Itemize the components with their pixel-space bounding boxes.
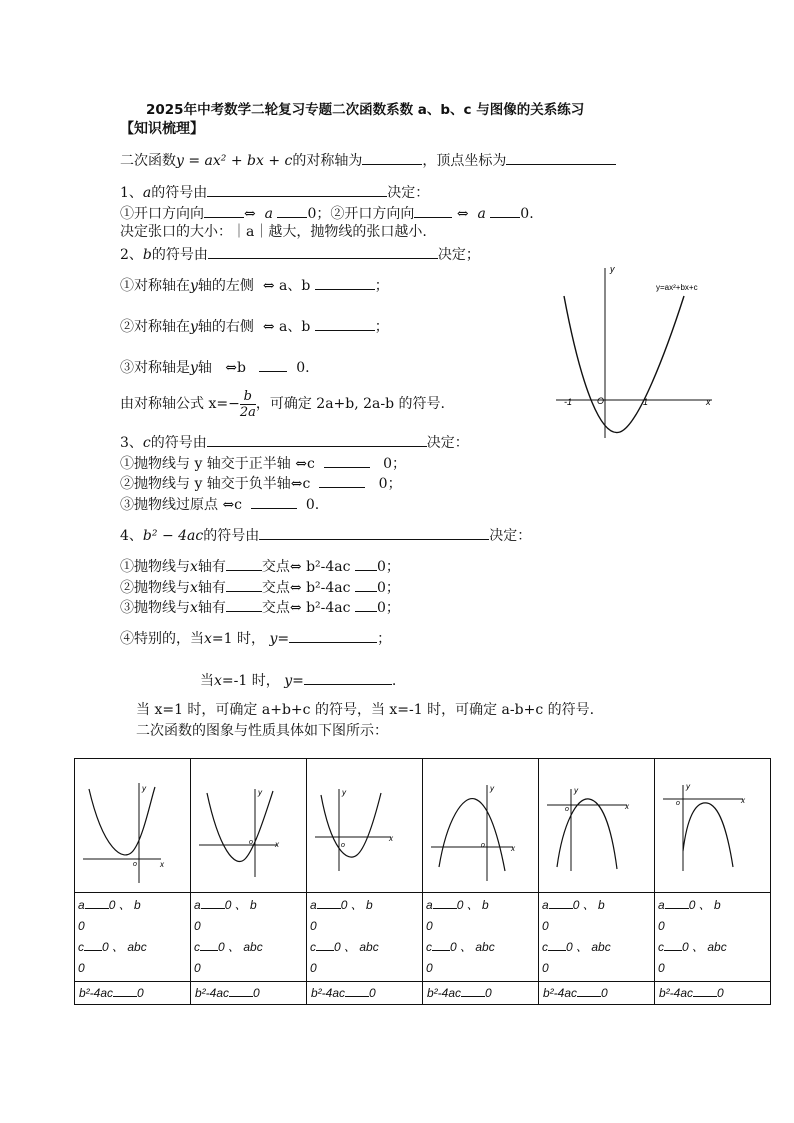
disc-label-6: b²-4ac <box>659 986 694 1000</box>
page-title: 2025年中考数学二轮复习专题二次函数系数 a、b、c 与图像的关系练习 <box>146 102 585 118</box>
coef-c-6: c <box>658 940 664 954</box>
disc-end-4: 0 <box>485 986 492 1000</box>
s1-sign-blank-1[interactable] <box>277 203 307 218</box>
s1-open-up: ①开口方向向 <box>120 206 204 222</box>
graph-1-x: x <box>160 860 164 869</box>
s4-item5 <box>200 670 396 690</box>
coef-abc-2: 0 、 abc <box>218 940 263 954</box>
s3-item2-blank[interactable] <box>319 473 365 488</box>
s2-formula <box>120 388 445 420</box>
table-row-discriminant <box>75 982 771 1005</box>
coef-b-4: 0 、 b <box>456 898 489 912</box>
s3-item1 <box>120 453 406 473</box>
s4-item5-x: x <box>214 673 222 689</box>
disc-label-5: b²-4ac <box>543 986 578 1000</box>
s4-item2-jd: 交点⇔ b²-4ac <box>261 580 351 596</box>
coef-a-5: a <box>542 898 549 912</box>
disc-cell-3 <box>307 982 423 1005</box>
graph-2-o: o <box>249 839 253 846</box>
s3-item1-end: 0； <box>383 456 407 472</box>
s4-head-text: 的符号由 <box>203 528 260 544</box>
s3-tail: 决定： <box>426 435 469 451</box>
s2-item3-blank[interactable] <box>259 357 287 372</box>
coef-c-3: c <box>310 940 316 954</box>
s2-formula-a: 由对称轴公式 x=− <box>120 396 240 412</box>
vertex-blank[interactable] <box>506 150 616 165</box>
s4-item3-blank[interactable] <box>226 597 262 612</box>
s4-item2-x: x <box>190 580 198 596</box>
s4-item3-sign[interactable] <box>355 597 377 612</box>
coef-blank-a-4[interactable] <box>433 897 457 909</box>
disc-cell-1 <box>75 982 191 1005</box>
graph-4-y: y <box>490 784 494 793</box>
coef-zero2-6: 0 <box>658 961 665 975</box>
graph-6-y: y <box>686 782 690 791</box>
s4-item1-jd: 交点⇔ b²-4ac <box>261 559 351 575</box>
s2-item3 <box>120 357 310 377</box>
s4-item3 <box>120 597 400 617</box>
s4-item3-end: 0； <box>376 600 400 616</box>
s4-item5-y: y <box>284 673 293 689</box>
coef-cell-6 <box>655 893 771 982</box>
disc-cell-5 <box>539 982 655 1005</box>
s4-item4 <box>120 628 391 648</box>
s4-item2-blank[interactable] <box>226 577 262 592</box>
graph-cell-6 <box>655 759 771 893</box>
figure-y-label: y <box>610 264 615 274</box>
s3-var: c <box>142 435 151 451</box>
s3-head-text: 的符号由 <box>150 435 207 451</box>
coef-zero2-2: 0 <box>194 961 201 975</box>
coef-zero-3: 0 <box>310 919 317 933</box>
coef-blank-c-2[interactable] <box>200 939 218 951</box>
s2-item3-y: y <box>190 360 198 376</box>
s4-item1-mid: 轴有 <box>197 559 226 575</box>
coef-cell-1 <box>75 893 191 982</box>
coef-zero2-1: 0 <box>78 961 85 975</box>
s3-item2-end: 0； <box>378 476 402 492</box>
s2-blank[interactable] <box>208 244 438 259</box>
coef-zero-1: 0 <box>78 919 85 933</box>
s4-item1 <box>120 556 400 576</box>
s2-item3-c: ⇔b <box>225 360 246 376</box>
s2-item2-blank[interactable] <box>315 316 375 331</box>
conclusion-line-2: 二次函数的图象与性质具体如下图所示： <box>136 723 388 739</box>
coef-b-5: 0 、 b <box>572 898 605 912</box>
coef-abc-4: 0 、 abc <box>450 940 495 954</box>
section-header: 【知识梳理】 <box>120 121 204 137</box>
graph-3-x: x <box>389 834 393 843</box>
figure-origin-label: O <box>597 396 605 406</box>
graph-4-parabola <box>439 799 505 871</box>
disc-cell-2 <box>191 982 307 1005</box>
intro-formula: y = ax² + bx + c <box>176 153 293 169</box>
graph-5-o: o <box>565 806 569 813</box>
disc-label-1: b²-4ac <box>79 986 114 1000</box>
s2-var: b <box>142 247 152 263</box>
coef-cell-5 <box>539 893 655 982</box>
coef-blank-a-5[interactable] <box>549 897 573 909</box>
graph-1-y: y <box>142 784 146 793</box>
disc-cell-6 <box>655 982 771 1005</box>
graph-cell-5 <box>539 759 655 893</box>
s2-item2-end: ； <box>374 319 389 335</box>
s1-dir-blank-1[interactable] <box>204 203 244 218</box>
s4-item3-jd: 交点⇔ b²-4ac <box>261 600 351 616</box>
disc-label-4: b²-4ac <box>427 986 462 1000</box>
s2-item2-ab: ⇔ a、b <box>262 319 311 335</box>
s1-arrow-2: ⇔ <box>456 206 469 222</box>
s4-item5-b: =-1 时， <box>221 673 280 689</box>
coef-a-6: a <box>658 898 665 912</box>
s3-item1-blank[interactable] <box>324 453 370 468</box>
graph-5-y: y <box>574 786 578 795</box>
disc-end-6: 0 <box>717 986 724 1000</box>
s1-end: 0. <box>520 206 534 222</box>
s3-item3-blank[interactable] <box>251 494 297 509</box>
s1-a-2: a <box>477 206 486 222</box>
s4-item4-blank[interactable] <box>289 628 377 643</box>
coef-b-3: 0 、 b <box>340 898 373 912</box>
coef-blank-c-4[interactable] <box>432 939 450 951</box>
s2-item1-blank[interactable] <box>315 275 375 290</box>
s4-tail: 决定： <box>489 528 532 544</box>
s1-line2: 决定张口的大小：｜a｜越大，抛物线的张口越小. <box>120 224 427 240</box>
disc-end-3: 0 <box>369 986 376 1000</box>
s3-item3-end: 0. <box>305 497 320 513</box>
s2-item1-ab: ⇔ a、b <box>262 278 311 294</box>
disc-blank-1[interactable] <box>113 985 137 997</box>
coef-blank-a-3[interactable] <box>317 897 341 909</box>
s1-dir-blank-2[interactable] <box>414 203 452 218</box>
disc-cell-4 <box>423 982 539 1005</box>
s4-item2-a: ②抛物线与 <box>120 580 190 596</box>
graph-5-x: x <box>625 802 629 811</box>
coef-zero-2: 0 <box>194 919 201 933</box>
disc-label-2: b²-4ac <box>195 986 230 1000</box>
s2-item1-y: y <box>190 278 198 294</box>
s1-a-1: a <box>264 206 273 222</box>
s1-arrow-1: ⇔ <box>244 206 256 222</box>
graph-3 <box>307 759 414 889</box>
figure-one-label: 1 <box>643 397 649 407</box>
figure-equation-label: y=ax²+bx+c <box>656 283 698 292</box>
disc-blank-5[interactable] <box>577 985 601 997</box>
s4-item2 <box>120 577 400 597</box>
s2-head <box>120 244 480 264</box>
coef-b-2: 0 、 b <box>224 898 257 912</box>
intro-prefix: 二次函数 <box>120 153 176 169</box>
s1-sign-blank-2[interactable] <box>490 203 520 218</box>
graph-2-y: y <box>258 788 262 797</box>
s1-tail: 决定： <box>387 185 430 201</box>
graph-cell-1 <box>75 759 191 893</box>
coef-blank-c-3[interactable] <box>316 939 334 951</box>
s4-item1-x: x <box>190 559 198 575</box>
coef-zero2-3: 0 <box>310 961 317 975</box>
s4-item2-sign[interactable] <box>355 577 377 592</box>
s3-num: 3、 <box>120 435 143 451</box>
s2-item2-a: ②对称轴在 <box>120 319 190 335</box>
graph-5 <box>539 759 646 889</box>
disc-label-3: b²-4ac <box>311 986 346 1000</box>
coef-abc-6: 0 、 abc <box>682 940 727 954</box>
s2-item3-b: 轴 <box>197 360 212 376</box>
coef-cell-3 <box>307 893 423 982</box>
s2-item2 <box>120 316 389 336</box>
s2-tail: 决定； <box>437 247 480 263</box>
s2-item1-end: ； <box>374 278 389 294</box>
coef-blank-c-6[interactable] <box>664 939 682 951</box>
graph-6 <box>655 759 762 889</box>
coef-blank-a-1[interactable] <box>85 897 109 909</box>
s2-item2-y: y <box>190 319 198 335</box>
disc-end-2: 0 <box>253 986 260 1000</box>
s2-head-text: 的符号由 <box>151 247 208 263</box>
graph-4 <box>423 759 530 889</box>
s4-item4-end: ； <box>377 631 392 647</box>
s4-item5-end: . <box>391 673 397 689</box>
s3-item2 <box>120 473 402 493</box>
coef-blank-a-6[interactable] <box>665 897 689 909</box>
figure-x-label: x <box>706 397 711 407</box>
s4-item4-c: = <box>277 631 290 647</box>
coef-blank-c-5[interactable] <box>548 939 566 951</box>
graph-4-x: x <box>511 844 515 853</box>
table-row-coefficients <box>75 893 771 982</box>
s4-item3-mid: 轴有 <box>197 600 226 616</box>
s4-item2-end: 0； <box>376 580 400 596</box>
figure-parabola <box>564 296 684 433</box>
graph-1-parabola <box>89 787 155 855</box>
graph-4-o: o <box>481 842 485 849</box>
graph-cell-2 <box>191 759 307 893</box>
disc-blank-2[interactable] <box>229 985 253 997</box>
s2-item1 <box>120 275 389 295</box>
coef-zero2-4: 0 <box>426 961 433 975</box>
s4-item1-a: ①抛物线与 <box>120 559 190 575</box>
coef-c-1: c <box>78 940 84 954</box>
graph-cell-4 <box>423 759 539 893</box>
s4-item1-end: 0； <box>376 559 400 575</box>
fraction-denominator: 2a <box>239 404 256 420</box>
figure-neg1-label: -1 <box>564 397 573 407</box>
graph-2 <box>191 759 298 889</box>
intro-line <box>120 150 616 170</box>
s4-num: 4、 <box>120 528 143 544</box>
coef-cell-2 <box>191 893 307 982</box>
coef-zero-4: 0 <box>426 919 433 933</box>
s4-item4-x: x <box>204 631 212 647</box>
intro-comma: ，顶点坐标为 <box>422 153 507 169</box>
graph-3-y: y <box>342 788 346 797</box>
graph-6-parabola <box>683 803 733 867</box>
s4-item5-c: = <box>292 673 304 689</box>
symmetry-fraction <box>240 389 256 420</box>
coef-a-4: a <box>426 898 433 912</box>
coef-cell-4 <box>423 893 539 982</box>
s4-item5-a: 当 <box>200 673 214 689</box>
s2-item3-d: 0. <box>296 360 310 376</box>
graph-2-x: x <box>275 840 279 849</box>
coef-abc-3: 0 、 abc <box>334 940 379 954</box>
disc-end-1: 0 <box>137 986 144 1000</box>
s1-line1 <box>120 203 534 223</box>
coef-c-2: c <box>194 940 200 954</box>
parabola-figure <box>552 262 722 442</box>
coef-abc-1: 0 、 abc <box>102 940 147 954</box>
s4-item1-sign[interactable] <box>355 556 377 571</box>
s1-blank[interactable] <box>207 182 387 197</box>
graph-1-o: o <box>133 861 137 868</box>
s2-item1-a: ①对称轴在 <box>120 278 190 294</box>
fraction-numerator: b <box>240 389 256 405</box>
s4-item4-y: y <box>269 631 278 647</box>
s4-item3-a: ③抛物线与 <box>120 600 190 616</box>
graph-6-x: x <box>741 796 745 805</box>
s4-item2-mid: 轴有 <box>197 580 226 596</box>
s1-num: 1、 <box>120 185 143 201</box>
graph-2-parabola <box>207 791 273 861</box>
s2-item1-b: 轴的左侧 <box>197 278 254 294</box>
graph-6-o: o <box>676 800 680 807</box>
disc-blank-6[interactable] <box>693 985 717 997</box>
coef-blank-c-1[interactable] <box>84 939 102 951</box>
s1-head-text: 的符号由 <box>151 185 208 201</box>
disc-blank-4[interactable] <box>461 985 485 997</box>
coef-abc-5: 0 、 abc <box>566 940 611 954</box>
graph-property-table <box>74 758 771 1005</box>
conclusion-line-1: 当 x=1 时，可确定 a+b+c 的符号，当 x=-1 时，可确定 a-b+c 的符号. <box>136 702 595 718</box>
s3-item1-text: ①抛物线与 y 轴交于正半轴 ⇔c <box>120 456 315 472</box>
s4-var: b² − 4ac <box>142 528 204 544</box>
coef-a-1: a <box>78 898 85 912</box>
coef-b-6: 0 、 b <box>688 898 721 912</box>
disc-end-5: 0 <box>601 986 608 1000</box>
coef-zero-6: 0 <box>658 919 665 933</box>
s2-item3-a: ③对称轴是 <box>120 360 190 376</box>
graph-3-parabola <box>321 793 381 857</box>
graph-1 <box>75 759 182 889</box>
s1-var: a <box>142 185 152 201</box>
s2-formula-b: ，可确定 2a+b, 2a-b 的符号. <box>255 396 445 412</box>
s4-item4-a: ④特别的，当 <box>120 631 204 647</box>
graph-3-o: o <box>341 842 345 849</box>
s1-open-down: 0；②开口方向向 <box>307 206 415 222</box>
s4-item4-b: =1 时， <box>211 631 265 647</box>
s3-blank[interactable] <box>207 432 427 447</box>
s3-item2-text: ②抛物线与 y 轴交于负半轴⇔c <box>120 476 311 492</box>
s2-item2-b: 轴的右侧 <box>197 319 254 335</box>
coef-blank-a-2[interactable] <box>201 897 225 909</box>
s1-head <box>120 182 429 202</box>
s3-item3-text: ③抛物线过原点 ⇔c <box>120 497 243 513</box>
graph-cell-3 <box>307 759 423 893</box>
coef-zero-5: 0 <box>542 919 549 933</box>
disc-blank-3[interactable] <box>345 985 369 997</box>
coef-c-5: c <box>542 940 548 954</box>
s4-head <box>120 525 531 545</box>
s4-item5-blank[interactable] <box>304 670 392 685</box>
coef-c-4: c <box>426 940 432 954</box>
s3-head <box>120 432 469 452</box>
s4-item3-x: x <box>190 600 198 616</box>
intro-mid: 的对称轴为 <box>292 153 363 169</box>
coef-a-3: a <box>310 898 317 912</box>
coef-a-2: a <box>194 898 201 912</box>
coef-zero2-5: 0 <box>542 961 549 975</box>
coef-b-1: 0 、 b <box>108 898 141 912</box>
s3-item3 <box>120 494 319 514</box>
table-row-graphs <box>75 759 771 893</box>
s4-blank[interactable] <box>259 525 489 540</box>
s2-num: 2、 <box>120 247 143 263</box>
s4-item1-blank[interactable] <box>226 556 262 571</box>
axis-blank[interactable] <box>362 150 422 165</box>
